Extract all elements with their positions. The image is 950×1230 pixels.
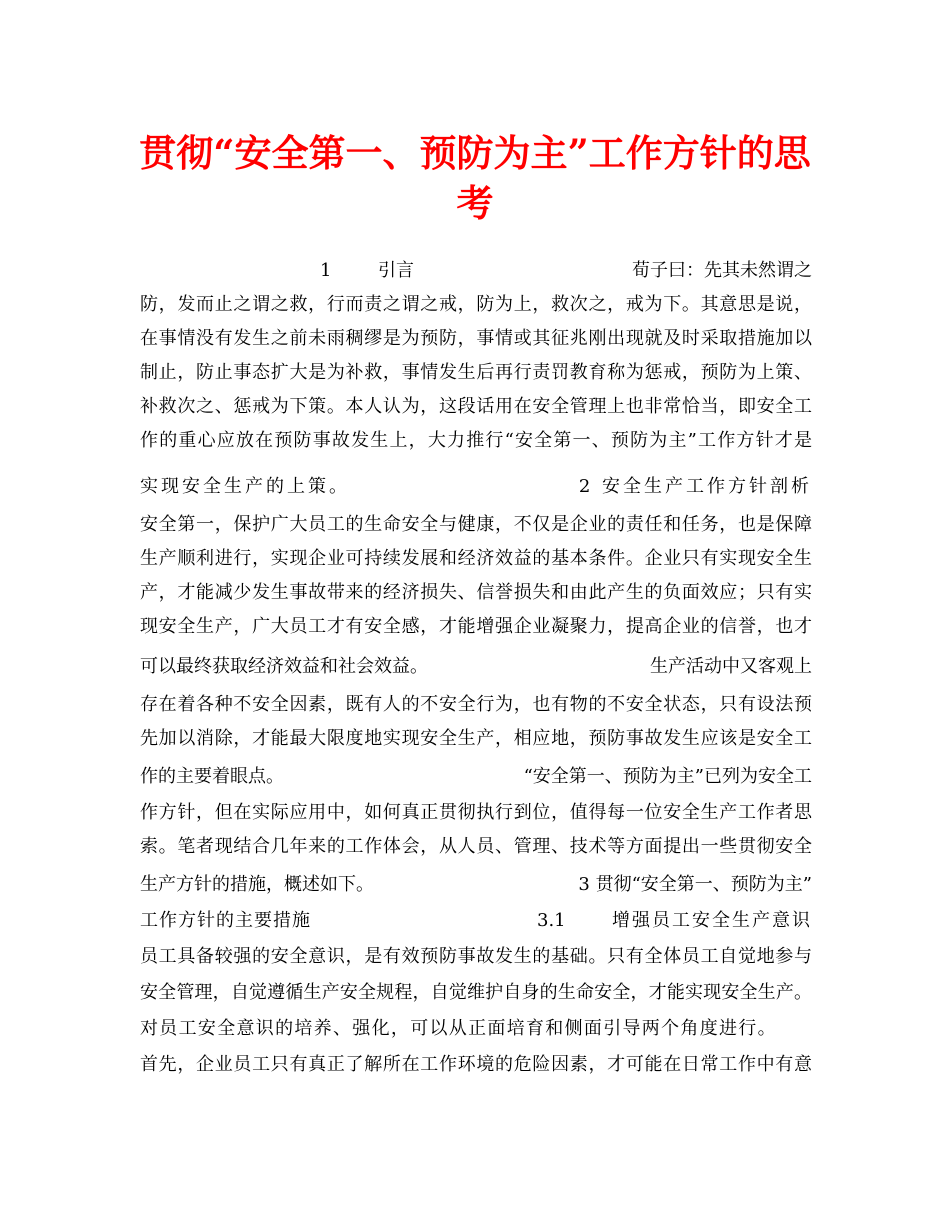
body-line: 索。笔者现结合几年来的工作体会，从人员、管理、技术等方面提出一些贯彻安全 (140, 836, 812, 857)
body-line: 产，才能减少发生事故带来的经济损失、信誉损失和由此产生的负面效应；只有实 (140, 582, 812, 603)
body-line: 生产顺利进行，实现企业可持续发展和经济效益的基本条件。企业只有实现安全生 (140, 548, 812, 569)
section-heading: 引言 (378, 260, 414, 281)
body-line: 现安全生产，广大员工才有安全感，才能增强企业凝聚力，提高企业的信誉，也才 (140, 616, 812, 637)
paragraph-end: 实现安全生产的上策。 (140, 476, 350, 497)
subsection-number: 3.1 (537, 910, 566, 931)
body-line (140, 254, 812, 288)
paragraph-end: 作的主要着眼点。 (140, 766, 284, 787)
body-line (140, 868, 812, 902)
body-line: 作方针，但在实际应用中，如何真正贯彻执行到位，值得每一位安全生产工作者思 (140, 802, 812, 823)
body-line (140, 760, 812, 794)
body-line (140, 650, 812, 684)
document-title (100, 128, 850, 228)
body-line: 安全第一，保护广大员工的生命安全与健康，不仅是企业的责任和任务，也是保障 (140, 514, 812, 535)
body-line (140, 904, 812, 938)
section-heading: 2 安全生产工作方针剖析 (578, 476, 812, 497)
body-line: 首先，企业员工只有真正了解所在工作环境的危险因素，才可能在日常工作中有意 (140, 1054, 812, 1075)
section-heading: 工作方针的主要措施 (140, 910, 311, 931)
body-line: 安全管理，自觉遵循生产安全规程，自觉维护自身的生命安全，才能实现安全生产。 (140, 982, 812, 1003)
section-number: 1 (320, 260, 332, 281)
body-line: 对员工安全意识的培养、强化，可以从正面培育和侧面引导两个角度进行。 (140, 1018, 777, 1039)
body-line: 防，发而止之谓之救，行而责之谓之戒，防为上，救次之，戒为下。其意思是说， (140, 294, 812, 315)
body-line: 存在着各种不安全因素，既有人的不安全行为，也有物的不安全状态，只有设法预 (140, 694, 812, 715)
section-heading: 3 贯彻“安全第一、预防为主” (578, 874, 812, 895)
body-line: 员工具备较强的安全意识，是有效预防事故发生的基础。只有全体员工自觉地参与 (140, 946, 812, 967)
paragraph-start: 荀子曰：先其未然谓之 (632, 260, 812, 281)
title-line-2: 考 (456, 181, 494, 225)
paragraph-start: “安全第一、预防为主”已列为安全工 (523, 766, 812, 787)
body-line (140, 470, 812, 504)
subsection-heading: 增强员工安全生产意识 (612, 910, 812, 931)
body-line: 先加以消除，才能最大限度地实现安全生产，相应地，预防事故发生应该是安全工 (140, 728, 812, 749)
body-line: 在事情没有发生之前未雨稠缪是为预防，事情或其征兆刚出现就及时采取措施加以 (140, 328, 812, 349)
body-line: 补救次之、惩戒为下策。本人认为，这段话用在安全管理上也非常恰当，即安全工 (140, 396, 812, 417)
paragraph-end: 可以最终获取经济效益和社会效益。 (140, 656, 428, 677)
paragraph-start: 生产活动中又客观上 (650, 656, 812, 677)
body-line: 制止，防止事态扩大是为补救，事情发生后再行责罚教育称为惩戒，预防为上策、 (140, 362, 812, 383)
body-line: 作的重心应放在预防事故发生上，大力推行“安全第一、预防为主”工作方针才是 (140, 430, 812, 451)
paragraph-end: 生产方针的措施，概述如下。 (140, 874, 374, 895)
title-line-1: 贯彻“安全第一、预防为主”工作方针的思 (139, 131, 811, 175)
